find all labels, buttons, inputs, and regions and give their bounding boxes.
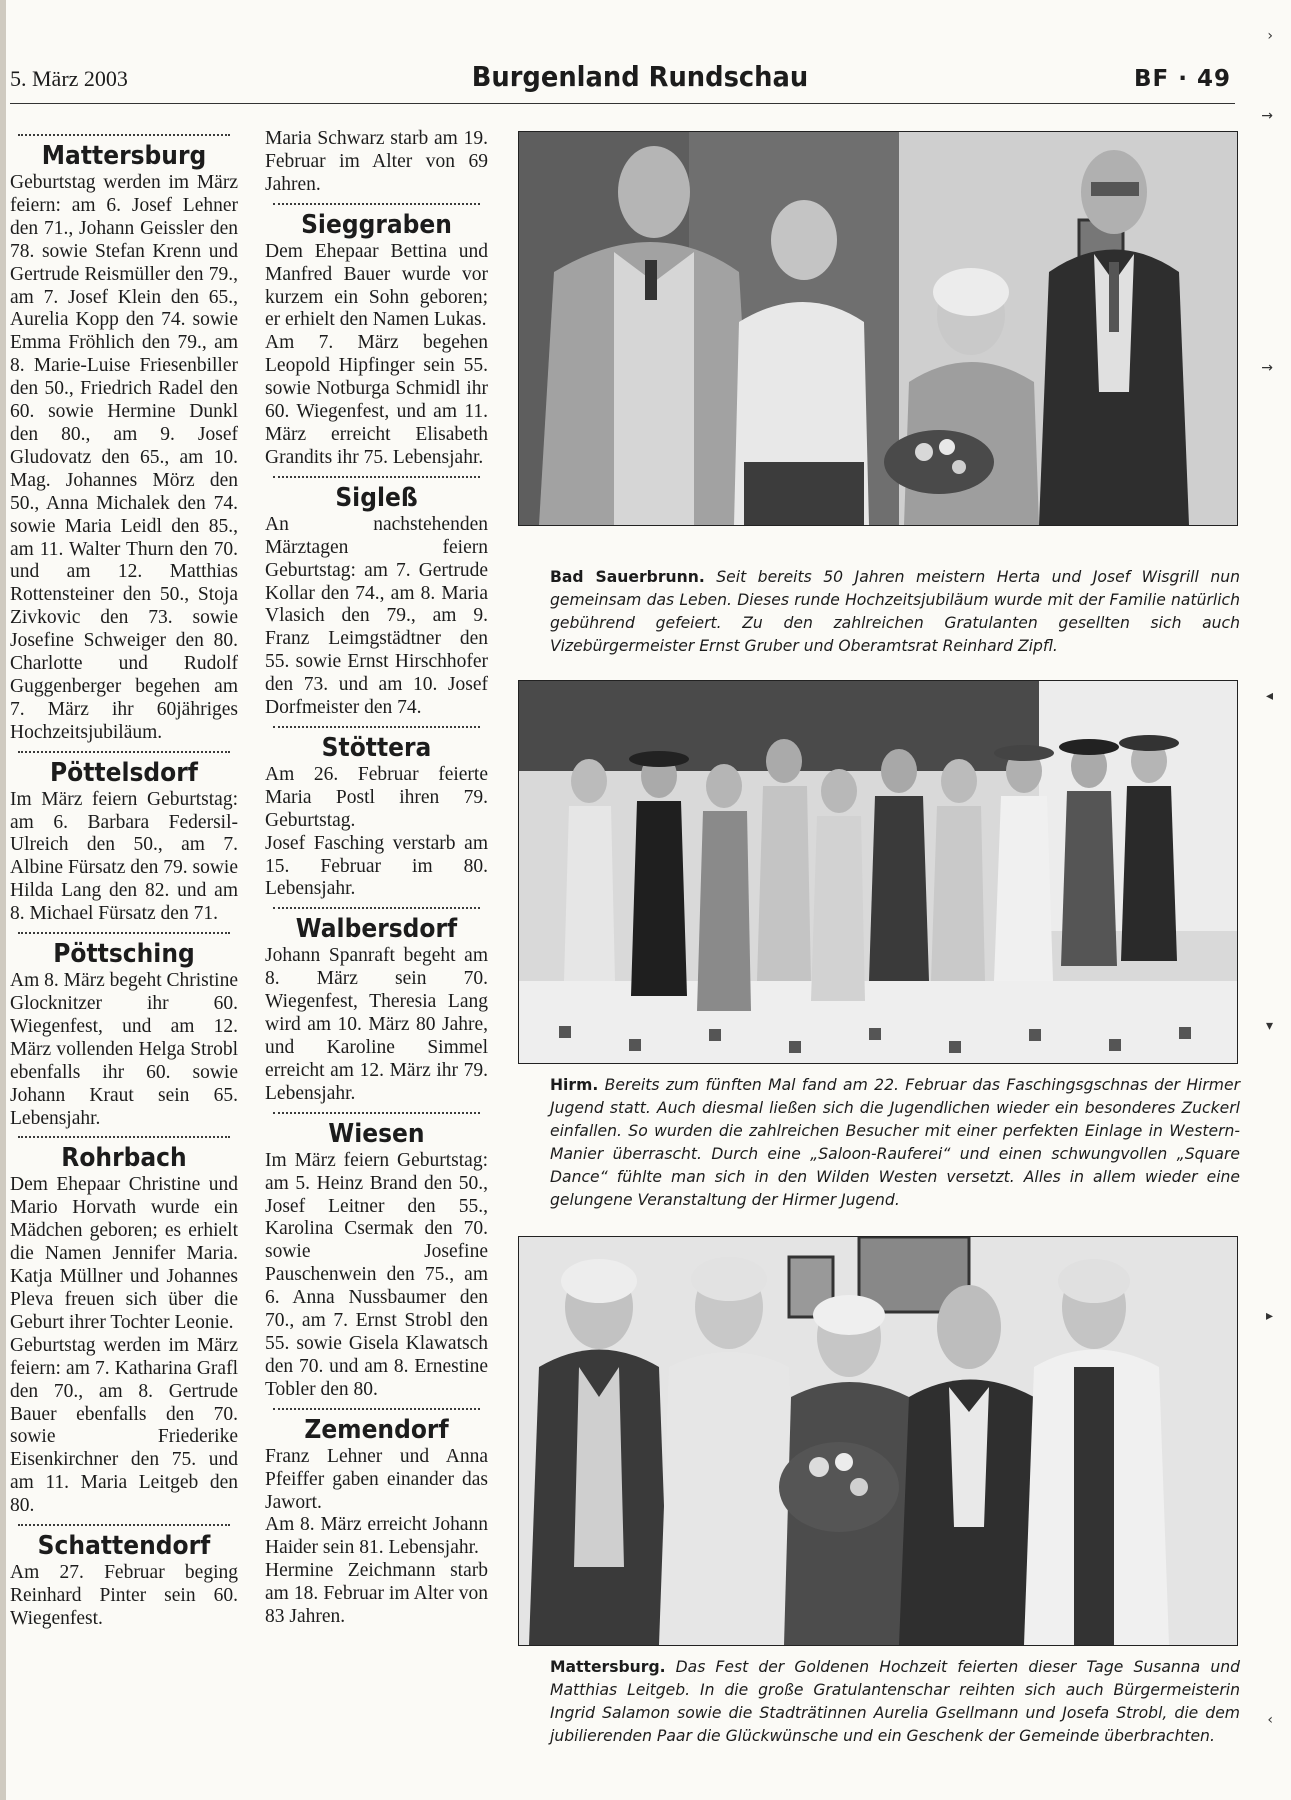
caption-hirm	[550, 1074, 1240, 1212]
section-divider	[18, 751, 230, 753]
section-text: Dem Ehepaar Christine und Mario Horvath wurde ein Mädchen geboren; es erhielt die Namen Jennifer Maria. Katja Müllner und Johannes Pleva freuen sich über die Geburt ihrer Tochter Leonie.	[10, 1174, 238, 1333]
section-title: Wiesen	[328, 1118, 425, 1149]
section-text: Am 27. Februar beging Reinhard Pinter sein 60. Wiegenfest.	[10, 1562, 238, 1629]
newspaper-title: Burgenland Rundschau	[471, 60, 809, 93]
section-text: Am 8. März erreicht Johann Haider sein 81. Lebensjahr.	[265, 1514, 488, 1559]
page-binding-edge	[0, 0, 6, 1800]
section-divider	[273, 907, 480, 909]
section-continued	[265, 128, 488, 197]
section-divider	[18, 1524, 230, 1526]
section-text: Dem Ehepaar Bettina und Manfred Bauer wurde vor kurzem ein Sohn geboren; er erhielt den Namen Lukas.	[265, 240, 488, 331]
scan-mark: ›	[1267, 28, 1273, 44]
section-poettsching	[10, 932, 238, 1130]
scan-mark: ‹	[1267, 1712, 1273, 1728]
section-text: Maria Schwarz starb am 19. Februar im Alter von 69 Jahren.	[265, 128, 488, 195]
issue-date: 5. März 2003	[10, 66, 128, 91]
section-mattersburg	[10, 134, 238, 745]
header-rule	[10, 103, 1235, 104]
section-title: Zemendorf	[304, 1414, 449, 1445]
scan-mark: ▸	[1265, 1308, 1273, 1324]
section-title: Rohrbach	[61, 1143, 187, 1174]
text-column-1	[10, 128, 238, 1631]
caption-text: Seit bereits 50 Jahren meistern Herta und Josef Wisgrill nun gemeinsam das Leben. Dieses runde Hochzeitsjubiläum wurde mit der Familie natürlich gebührend gefeiert. Zu den zahlreichen Gratulanten gesellten sich auch Vizebürgermeister Ernst Gruber und Oberamtsrat Reinhard Zipfl.	[550, 568, 1240, 655]
section-zemendorf	[265, 1408, 488, 1629]
section-text: Im März feiern Geburtstag: am 5. Heinz Brand den 50., Josef Leitner den 55., Karolina Csermak den 70. sowie Josefine Pauschenwein den 75., am 6. Anna Nussbaumer den 70., am 7. Ernst Strobl den 55. sowie Gisela Klawatsch den 70. und am 8. Ernestine Tobler den 80.	[265, 1149, 488, 1400]
section-wiesen	[265, 1112, 488, 1402]
scan-mark: ◂	[1265, 688, 1273, 704]
section-divider	[18, 932, 230, 934]
section-divider	[273, 476, 480, 478]
scan-mark: ▾	[1265, 1018, 1273, 1034]
section-text: Johann Spanraft begeht am 8. März sein 70. Wiegenfest, Theresia Lang wird am 10. März 80 Jahre, und Karoline Simmel erreicht am 12. März ihr 79. Lebensjahr.	[265, 945, 488, 1104]
caption-bad-sauerbrunn	[550, 566, 1240, 658]
section-divider	[273, 203, 480, 205]
section-sigless	[265, 476, 488, 720]
section-text: Am 26. Februar feierte Maria Postl ihren 79. Geburtstag.	[265, 763, 488, 831]
text-column-2	[265, 128, 488, 1629]
section-title: Pöttelsdorf	[50, 757, 198, 788]
caption-lead: Hirm.	[550, 1076, 599, 1094]
section-text: Geburtstag werden im März feiern: am 6. Josef Lehner den 71., Johann Geissler den 78. sowie Stefan Krenn und Gertrude Reismüller den 79., am 7. Josef Klein den 65., Aurelia Kopp den 74. sowie Emma Fröhlich den 79., am 8. Marie-Luise Friesenbiller den 50., Friedrich Radel den 60. sowie Hermine Dunkl den 80., am 9. Josef Gludovatz den 65., am 10. Mag. Johannes Mörz den 50., Anna Michalek den 74. sowie Maria Leidl den 85., am 11. Walter Thurn den 70. und am 12. Matthias Rottensteiner den 50., Stoja Zivkovic den 73. sowie Josefine Schweiger den 80. Charlotte und Rudolf Guggenberger begehen am 7. März ihr 60jähriges Hochzeitsjubiläum.	[10, 172, 238, 743]
section-title: Sieggraben	[301, 209, 452, 240]
section-text: Am 7. März begehen Leopold Hipfinger sein 55. sowie Notburga Schmidl ihr 60. Wiegenfest, und am 11. März erreicht Elisabeth Grandits ihr 75. Lebensjahr.	[265, 332, 488, 468]
section-title: Walbersdorf	[295, 914, 458, 945]
section-divider	[18, 1136, 230, 1138]
scan-mark: →	[1261, 360, 1273, 376]
section-schattendorf	[10, 1524, 238, 1631]
section-title: Mattersburg	[41, 141, 207, 171]
section-title: Schattendorf	[37, 1531, 211, 1562]
section-rohrbach	[10, 1136, 238, 1518]
caption-text: Bereits zum fünften Mal fand am 22. Februar das Faschingsgschnas der Hirmer Jugend statt. Auch diesmal ließen sich die Jugendlichen wieder ein besonderes Zuckerl einfallen. So wurden die zahlreichen Besucher mit einer perfekten Einlage in Western-Manier überrascht. Durch eine „Saloon-Rauferei“ und einen schwungvollen „Square Dance“ fühlte man sich in den Wilden Westen versetzt. Alles in allem wieder eine gelungene Veranstaltung der Hirmer Jugend.	[550, 1076, 1240, 1209]
section-text: An nachstehenden Märztagen feiern Geburtstag: am 7. Gertrude Kollar den 74., am 8. Maria Vlasich den 79., am 9. Franz Leimgstädtner den 55. sowie Ernst Hirschhofer den 73. und am 10. Josef Dorfmeister den 74.	[265, 513, 488, 719]
scan-mark: →	[1261, 108, 1273, 124]
section-title: Sigleß	[335, 482, 418, 513]
section-stoettera	[265, 726, 488, 901]
section-title: Pöttsching	[53, 939, 195, 970]
section-text: Am 8. März begeht Christine Glocknitzer ihr 60. Wiegenfest, und am 12. März vollenden Helga Strobl ebenfalls ihr 60. sowie Johann Kraut sein 65. Lebensjahr.	[10, 970, 238, 1129]
caption-mattersburg	[550, 1656, 1240, 1748]
photo-bad-sauerbrunn	[518, 131, 1238, 526]
section-poettelsdorf	[10, 751, 238, 926]
section-text: Hermine Zeichmann starb am 18. Februar im Alter von 83 Jahren.	[265, 1560, 488, 1628]
section-text: Geburtstag werden im März feiern: am 7. Katharina Grafl den 70., am 8. Gertrude Bauer ebenfalls den 70. sowie Friederike Eisenkirchner den 75. und am 11. Maria Leitgeb den 80.	[10, 1334, 238, 1517]
page-number: BF · 49	[1133, 66, 1231, 92]
section-text: Franz Lehner und Anna Pfeiffer gaben einander das Jawort.	[265, 1445, 488, 1513]
caption-lead: Mattersburg.	[550, 1658, 666, 1676]
caption-text: Das Fest der Goldenen Hochzeit feierten dieser Tage Susanna und Matthias Leitgeb. In die große Gratulantenschar reihten sich auch Bürgermeisterin Ingrid Salamon sowie die Stadträtinnen Aurelia Gsellmann und Josefa Strobl, die dem jubilierenden Paar die Glückwünsche und ein Geschenk der Gemeinde überbrachten.	[550, 1658, 1240, 1745]
section-text: Josef Fasching verstarb am 15. Februar im 80. Lebensjahr.	[265, 832, 488, 900]
section-title: Stöttera	[321, 732, 432, 763]
section-text: Im März feiern Geburtstag: am 6. Barbara Federsil-Ulreich den 50., am 7. Albine Fürsatz den 79. sowie Hilda Lang den 82. und am 8. Michael Fürsatz den 71.	[10, 788, 239, 925]
section-walbersdorf	[265, 907, 488, 1105]
caption-lead: Bad Sauerbrunn.	[550, 568, 705, 586]
section-divider	[273, 1112, 480, 1114]
section-divider	[273, 1408, 480, 1410]
section-divider	[273, 726, 480, 728]
section-divider	[18, 134, 230, 136]
photo-hirm	[518, 680, 1238, 1064]
photo-mattersburg	[518, 1236, 1238, 1646]
section-sieggraben	[265, 203, 488, 470]
